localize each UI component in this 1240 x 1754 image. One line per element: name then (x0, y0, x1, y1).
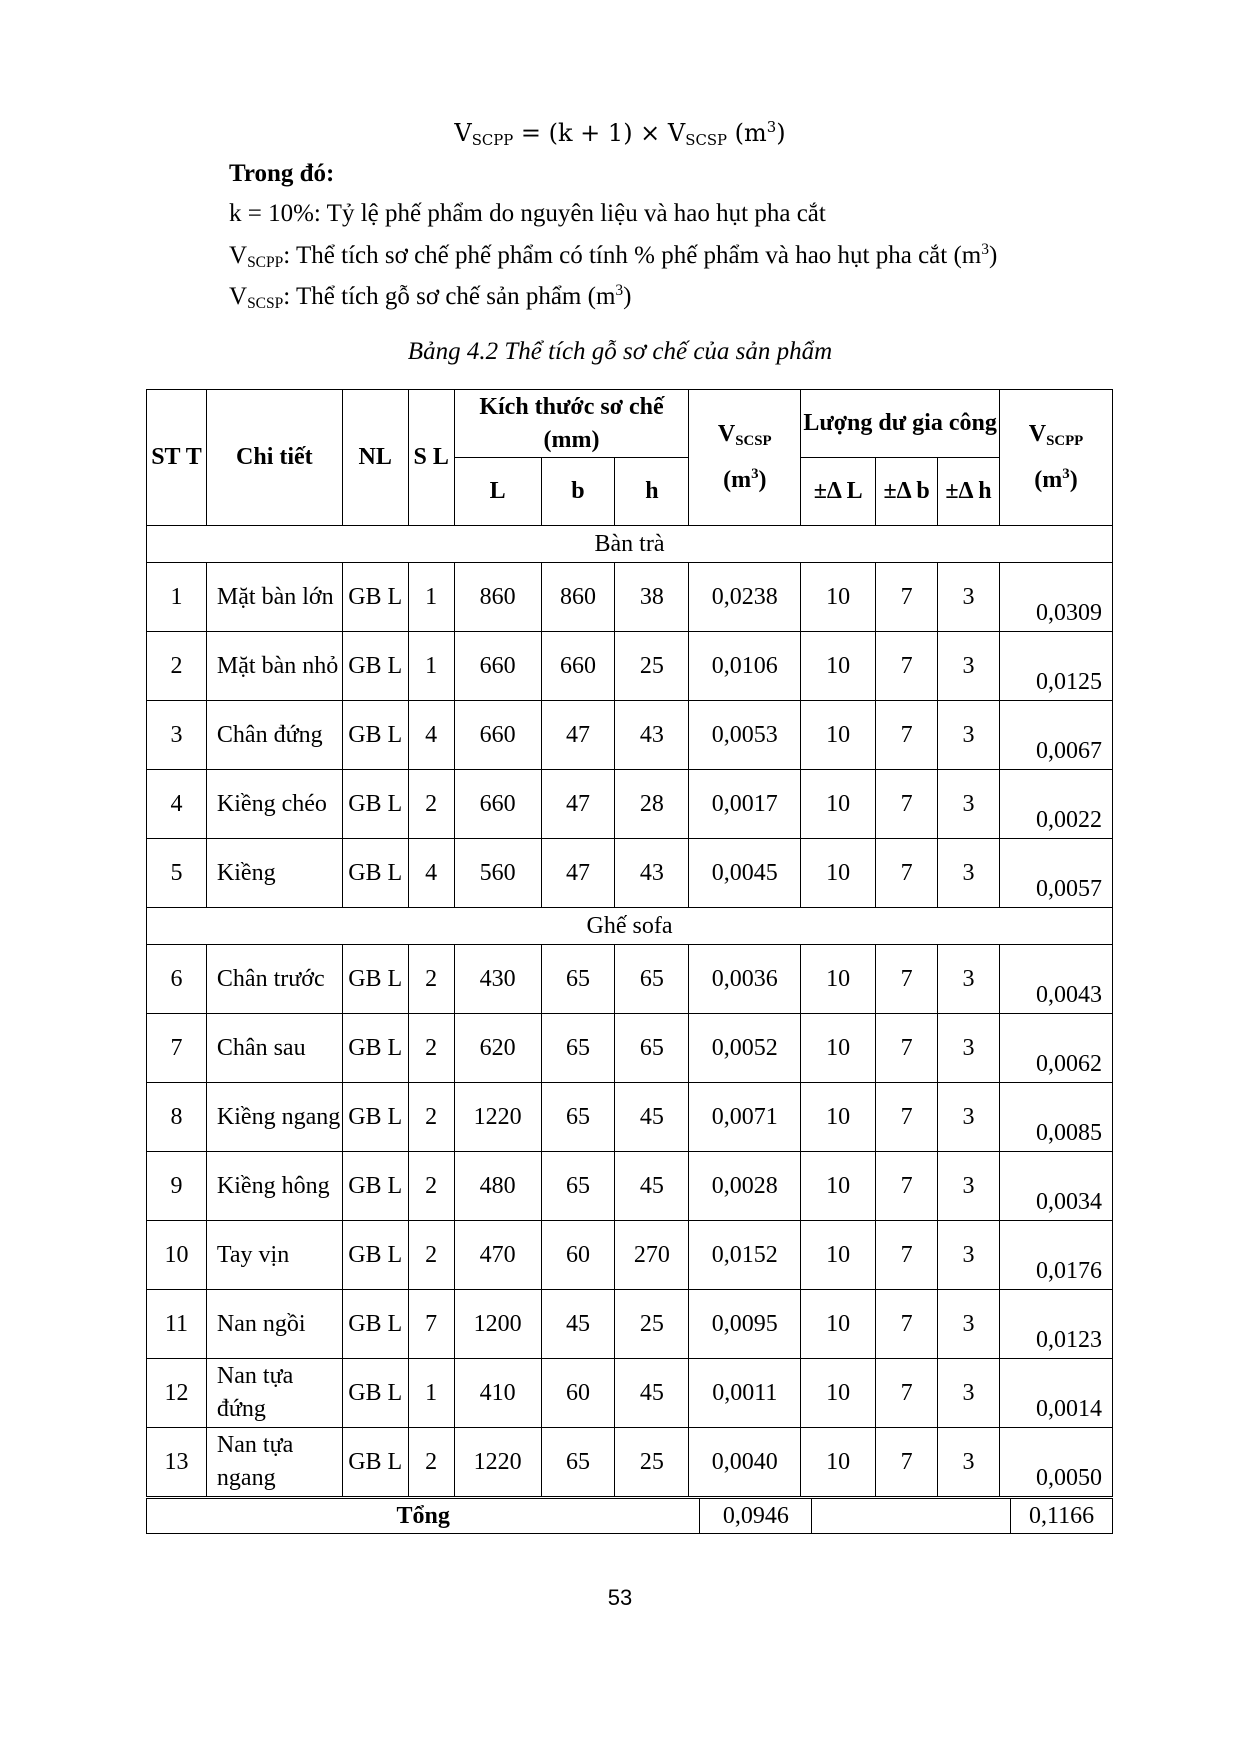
table-row (147, 770, 1113, 839)
cell-db: 7 (876, 563, 938, 632)
cell-vscsp: 0,0053 (689, 701, 801, 770)
formula (0, 118, 1240, 149)
cell-b: 65 (541, 1083, 615, 1152)
table-row (147, 563, 1113, 632)
cell-stt: 13 (147, 1428, 207, 1497)
cell-nl: GB L (342, 1014, 408, 1083)
cell-vscpp: 0,0309 (999, 563, 1112, 632)
cell-dL: 10 (801, 945, 876, 1014)
cell-h: 25 (615, 632, 689, 701)
header-luong-du: Lượng dư gia công (801, 390, 1000, 458)
cell-chi-tiet: Tay vịn (206, 1221, 342, 1290)
cell-sl: 1 (408, 632, 454, 701)
cell-chi-tiet: Kiềng (206, 839, 342, 908)
table-row (147, 701, 1113, 770)
cell-chi-tiet: Kiềng hông (206, 1152, 342, 1221)
cell-dh: 3 (938, 1428, 1000, 1497)
cell-vscsp: 0,0045 (689, 839, 801, 908)
table-caption: Bảng 4.2 Thể tích gỗ sơ chế của sản phẩm (407, 338, 833, 365)
cell-L: 660 (454, 770, 541, 839)
cell-vscpp: 0,0176 (999, 1221, 1112, 1290)
cell-stt: 2 (147, 632, 207, 701)
cell-vscpp: 0,0067 (999, 701, 1112, 770)
cell-vscpp: 0,0125 (999, 632, 1112, 701)
vscsp-sup: 3 (615, 282, 624, 299)
total-vscsp: 0,0946 (700, 1499, 812, 1534)
header-vscsp-sub: SCSP (735, 433, 772, 449)
cell-vscsp: 0,0028 (689, 1152, 801, 1221)
cell-nl: GB L (342, 563, 408, 632)
cell-sl: 2 (408, 770, 454, 839)
cell-stt: 7 (147, 1014, 207, 1083)
cell-dL: 10 (801, 770, 876, 839)
definition-k: k = 10%: Tỷ lệ phế phẩm do nguyên liệu và hao hụt pha cắt (229, 200, 826, 227)
cell-nl: GB L (342, 1083, 408, 1152)
cell-chi-tiet: Mặt bàn lớn (206, 563, 342, 632)
cell-h: 43 (615, 701, 689, 770)
header-nl: NL (342, 390, 408, 526)
cell-dL: 10 (801, 1152, 876, 1221)
cell-dh: 3 (938, 839, 1000, 908)
formula-rhs-sub: SCSP (685, 131, 728, 149)
cell-b: 65 (541, 1428, 615, 1497)
cell-db: 7 (876, 1290, 938, 1359)
cell-vscsp: 0,0017 (689, 770, 801, 839)
cell-dL: 10 (801, 1290, 876, 1359)
cell-h: 43 (615, 839, 689, 908)
section-row (147, 526, 1113, 563)
cell-db: 7 (876, 1014, 938, 1083)
total-spacer (812, 1499, 1011, 1534)
cell-stt: 11 (147, 1290, 207, 1359)
vscpp-sup: 3 (981, 241, 989, 258)
header-vscsp-sup: 3 (751, 466, 759, 482)
cell-b: 60 (541, 1359, 615, 1428)
header-delta-h: ±Δ h (938, 458, 1000, 526)
cell-chi-tiet: Nan tựa đứng (206, 1359, 342, 1428)
total-label: Tổng (147, 1499, 700, 1534)
cell-dh: 3 (938, 770, 1000, 839)
cell-nl: GB L (342, 632, 408, 701)
cell-chi-tiet: Nan tựa ngang (206, 1428, 342, 1497)
cell-vscpp: 0,0057 (999, 839, 1112, 908)
cell-L: 1220 (454, 1083, 541, 1152)
cell-L: 430 (454, 945, 541, 1014)
header-delta-b: ±Δ b (876, 458, 938, 526)
table-row (147, 839, 1113, 908)
header-b: b (541, 458, 615, 526)
header-vscsp-symbol: V (717, 421, 736, 447)
header-h: h (615, 458, 689, 526)
cell-stt: 9 (147, 1152, 207, 1221)
cell-nl: GB L (342, 1359, 408, 1428)
cell-h: 45 (615, 1152, 689, 1221)
header-kich-thuoc: Kích thước sơ chế (mm) (454, 390, 689, 458)
cell-dL: 10 (801, 1014, 876, 1083)
cell-b: 65 (541, 945, 615, 1014)
vscpp-text: : Thể tích sơ chế phế phẩm có tính % phế phẩm và hao hụt pha cắt (m (283, 242, 982, 269)
header-vscpp-unit: (m (1034, 467, 1063, 493)
cell-sl: 4 (408, 701, 454, 770)
cell-db: 7 (876, 945, 938, 1014)
cell-b: 660 (541, 632, 615, 701)
cell-h: 25 (615, 1290, 689, 1359)
cell-L: 660 (454, 701, 541, 770)
cell-dh: 3 (938, 563, 1000, 632)
formula-unit-end: ) (776, 119, 786, 147)
header-chi-tiet: Chi tiết (206, 390, 342, 526)
cell-chi-tiet: Nan ngồi (206, 1290, 342, 1359)
cell-dL: 10 (801, 1428, 876, 1497)
total-row (146, 1498, 1113, 1534)
cell-sl: 2 (408, 1221, 454, 1290)
cell-dL: 10 (801, 563, 876, 632)
header-vscsp-unit: (m (723, 467, 752, 493)
vscsp-close: ) (623, 283, 632, 310)
cell-stt: 1 (147, 563, 207, 632)
vscpp-symbol: V (229, 242, 248, 269)
table-row (147, 1221, 1113, 1290)
cell-L: 860 (454, 563, 541, 632)
cell-vscpp: 0,0022 (999, 770, 1112, 839)
cell-vscpp: 0,0043 (999, 945, 1112, 1014)
cell-sl: 1 (408, 563, 454, 632)
cell-vscpp: 0,0085 (999, 1083, 1112, 1152)
cell-nl: GB L (342, 945, 408, 1014)
cell-L: 660 (454, 632, 541, 701)
cell-b: 65 (541, 1152, 615, 1221)
cell-db: 7 (876, 839, 938, 908)
table-row (147, 632, 1113, 701)
cell-nl: GB L (342, 1428, 408, 1497)
vscsp-symbol: V (229, 283, 248, 310)
table-row (147, 945, 1113, 1014)
cell-h: 25 (615, 1428, 689, 1497)
cell-chi-tiet: Mặt bàn nhỏ (206, 632, 342, 701)
vscsp-sub: SCSP (247, 295, 284, 312)
cell-dh: 3 (938, 632, 1000, 701)
table-row (147, 1359, 1113, 1428)
cell-L: 410 (454, 1359, 541, 1428)
cell-dh: 3 (938, 1359, 1000, 1428)
cell-stt: 10 (147, 1221, 207, 1290)
cell-db: 7 (876, 1152, 938, 1221)
cell-h: 45 (615, 1359, 689, 1428)
cell-dh: 3 (938, 1014, 1000, 1083)
cell-stt: 4 (147, 770, 207, 839)
cell-stt: 6 (147, 945, 207, 1014)
cell-vscsp: 0,0238 (689, 563, 801, 632)
table-body (147, 526, 1113, 1497)
cell-h: 45 (615, 1083, 689, 1152)
cell-stt: 3 (147, 701, 207, 770)
cell-L: 620 (454, 1014, 541, 1083)
definition-vscpp (229, 241, 997, 272)
formula-unit: (m (727, 119, 767, 147)
cell-sl: 7 (408, 1290, 454, 1359)
cell-L: 470 (454, 1221, 541, 1290)
cell-dL: 10 (801, 701, 876, 770)
cell-db: 7 (876, 1083, 938, 1152)
cell-dL: 10 (801, 1359, 876, 1428)
table-row (147, 1083, 1113, 1152)
cell-h: 270 (615, 1221, 689, 1290)
cell-sl: 1 (408, 1359, 454, 1428)
header-stt: ST T (147, 390, 207, 526)
cell-sl: 2 (408, 945, 454, 1014)
cell-b: 65 (541, 1014, 615, 1083)
cell-chi-tiet: Kiềng ngang (206, 1083, 342, 1152)
vscsp-text: : Thể tích gỗ sơ chế sản phẩm (m (283, 283, 616, 310)
cell-chi-tiet: Chân sau (206, 1014, 342, 1083)
formula-mid: = (k + 1) × V (513, 119, 686, 147)
cell-b: 47 (541, 839, 615, 908)
cell-db: 7 (876, 1428, 938, 1497)
wood-volume-table (146, 389, 1113, 1497)
cell-db: 7 (876, 1221, 938, 1290)
header-vscsp-close: ) (758, 467, 767, 493)
cell-chi-tiet: Chân trước (206, 945, 342, 1014)
cell-vscsp: 0,0011 (689, 1359, 801, 1428)
cell-chi-tiet: Chân đứng (206, 701, 342, 770)
cell-dh: 3 (938, 1152, 1000, 1221)
cell-b: 45 (541, 1290, 615, 1359)
vscpp-close: ) (989, 242, 998, 269)
cell-vscsp: 0,0071 (689, 1083, 801, 1152)
cell-stt: 5 (147, 839, 207, 908)
cell-vscsp: 0,0036 (689, 945, 801, 1014)
header-sl: S L (408, 390, 454, 526)
cell-h: 38 (615, 563, 689, 632)
header-vscsp (689, 390, 801, 526)
cell-db: 7 (876, 701, 938, 770)
cell-db: 7 (876, 1359, 938, 1428)
cell-vscsp: 0,0095 (689, 1290, 801, 1359)
cell-vscsp: 0,0106 (689, 632, 801, 701)
cell-nl: GB L (342, 1290, 408, 1359)
header-vscpp (999, 390, 1112, 526)
cell-stt: 12 (147, 1359, 207, 1428)
cell-dh: 3 (938, 1221, 1000, 1290)
cell-dL: 10 (801, 1083, 876, 1152)
table-row (147, 1014, 1113, 1083)
cell-b: 60 (541, 1221, 615, 1290)
cell-h: 65 (615, 945, 689, 1014)
cell-L: 560 (454, 839, 541, 908)
cell-vscpp: 0,0123 (999, 1290, 1112, 1359)
formula-lhs: V (454, 119, 472, 147)
cell-b: 860 (541, 563, 615, 632)
cell-stt: 8 (147, 1083, 207, 1152)
trong-do-heading: Trong đó: (229, 160, 335, 187)
cell-vscsp: 0,0052 (689, 1014, 801, 1083)
cell-nl: GB L (342, 770, 408, 839)
cell-b: 47 (541, 770, 615, 839)
section-title: Ghế sofa (147, 908, 1113, 945)
cell-sl: 4 (408, 839, 454, 908)
cell-dL: 10 (801, 1221, 876, 1290)
cell-chi-tiet: Kiềng chéo (206, 770, 342, 839)
cell-sl: 2 (408, 1014, 454, 1083)
cell-sl: 2 (408, 1083, 454, 1152)
cell-dh: 3 (938, 701, 1000, 770)
cell-h: 65 (615, 1014, 689, 1083)
section-title: Bàn trà (147, 526, 1113, 563)
cell-nl: GB L (342, 839, 408, 908)
vscpp-sub: SCPP (247, 254, 284, 271)
header-delta-L: ±Δ L (801, 458, 876, 526)
cell-vscpp: 0,0034 (999, 1152, 1112, 1221)
cell-L: 1200 (454, 1290, 541, 1359)
header-vscpp-close: ) (1069, 467, 1078, 493)
cell-L: 480 (454, 1152, 541, 1221)
header-vscpp-sub: SCPP (1046, 433, 1084, 449)
section-row (147, 908, 1113, 945)
cell-vscpp: 0,0062 (999, 1014, 1112, 1083)
header-vscpp-symbol: V (1028, 421, 1047, 447)
formula-unit-sup: 3 (766, 118, 777, 136)
cell-nl: GB L (342, 1152, 408, 1221)
table-row (147, 1290, 1113, 1359)
cell-L: 1220 (454, 1428, 541, 1497)
cell-dL: 10 (801, 632, 876, 701)
table-row (147, 1428, 1113, 1497)
cell-db: 7 (876, 770, 938, 839)
cell-nl: GB L (342, 701, 408, 770)
cell-vscpp: 0,0014 (999, 1359, 1112, 1428)
header-L: L (454, 458, 541, 526)
total-vscpp: 0,1166 (1011, 1499, 1113, 1534)
cell-nl: GB L (342, 1221, 408, 1290)
cell-vscsp: 0,0152 (689, 1221, 801, 1290)
definition-vscsp (229, 282, 631, 313)
page-number: 53 (607, 1585, 633, 1610)
cell-sl: 2 (408, 1428, 454, 1497)
cell-sl: 2 (408, 1152, 454, 1221)
cell-db: 7 (876, 632, 938, 701)
cell-dh: 3 (938, 1083, 1000, 1152)
formula-lhs-sub: SCPP (471, 131, 514, 149)
cell-dh: 3 (938, 945, 1000, 1014)
cell-b: 47 (541, 701, 615, 770)
cell-vscpp: 0,0050 (999, 1428, 1112, 1497)
table-row (147, 1152, 1113, 1221)
cell-dL: 10 (801, 839, 876, 908)
header-vscpp-sup: 3 (1062, 466, 1070, 482)
cell-dh: 3 (938, 1290, 1000, 1359)
cell-vscsp: 0,0040 (689, 1428, 801, 1497)
cell-h: 28 (615, 770, 689, 839)
